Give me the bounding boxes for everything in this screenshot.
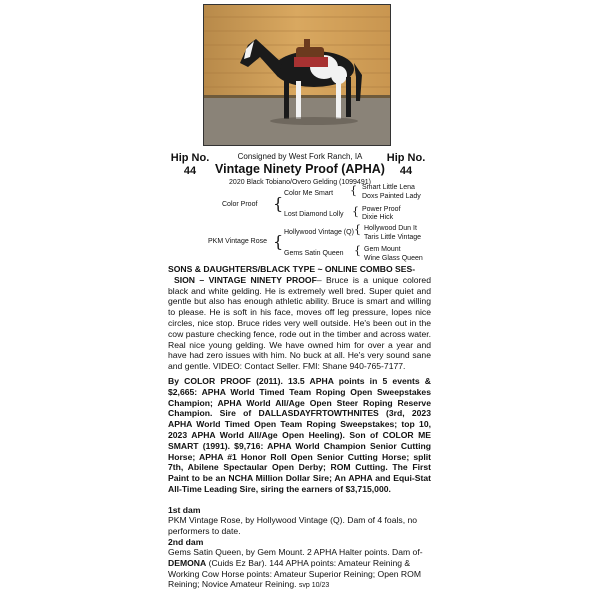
hip-label: Hip No. xyxy=(386,152,426,164)
pedigree-brace: { xyxy=(273,232,284,251)
combo-session-heading: SONS & DAUGHTERS/BLACK TYPE ~ ONLINE COMBO SES- xyxy=(168,264,416,274)
pedigree-dam-sire: Hollywood Vintage (Q) xyxy=(284,229,354,236)
description-text: – Bruce is a unique colored black and white gelding. He is extremely well bred. Super quiet and gentle but also has enough athletic ability. Bruce is smart and willing to please. He is soft in his face, moves off leg pressure, lopes nice circles, nice stop. Bruce rides very well outside. He's been out in the cow pasture checking fence, rode out in the timber and across water. Real nice young gelding. We have owned him for over a year and have had zero issues with him. No buck at all. He's very sound sane and gentle. VIDEO: Contact Seller. FMI: Shane 940-765-7177. xyxy=(168,274,431,372)
horse-description: 2020 Black Tobiano/Overo Gelding (1099491) xyxy=(229,179,371,186)
first-dam-text: PKM Vintage Rose, by Hollywood Vintage (Q). Dam of 4 foals, no performers to date. xyxy=(168,515,418,536)
second-dam-text-1: Gems Satin Queen, by Gem Mount. 2 APHA Halter points. Dam of- xyxy=(168,547,423,557)
pedigree-brace: { xyxy=(273,194,284,213)
combo-session-heading-2: SION – VINTAGE NINETY PROOF xyxy=(174,274,317,285)
consigned-by: Consigned by West Fork Ranch, IA xyxy=(237,152,363,161)
second-dam-paragraph xyxy=(168,547,431,592)
pedigree-dam-sire-dam: Taris Little Vintage xyxy=(364,234,422,241)
description-paragraph xyxy=(168,264,431,372)
demona-name: DEMONA xyxy=(168,557,207,568)
pedigree-dam-sire-sire: Hollywood Dun It xyxy=(364,225,417,232)
pedigree-sire-sire-sire: Smart Little Lena xyxy=(362,184,415,191)
second-dam-text-2: (Cuids Ez Bar). 144 APHA points: Amateur Reining & Working Cow Horse points: Amateur Superior Reining; Open ROM Reining; Novice Amateur Reining. xyxy=(168,557,421,590)
hip-number-right xyxy=(386,152,426,178)
sire-prefix: By xyxy=(168,376,179,386)
pedigree-brace: { xyxy=(352,205,359,218)
pedigree-sire-dam-sire: Power Proof xyxy=(362,206,401,213)
hip-label: Hip No. xyxy=(170,152,210,164)
hip-value: 44 xyxy=(183,165,197,177)
hip-number-left xyxy=(170,152,210,178)
pedigree-dam-dam: Gems Satin Queen xyxy=(284,250,344,257)
pedigree-sire: Color Proof xyxy=(222,201,258,208)
second-dam-heading: 2nd dam xyxy=(168,537,204,547)
pedigree-brace: { xyxy=(354,223,361,236)
pedigree-sire-dam-dam: Dixie Hick xyxy=(362,214,394,221)
pedigree-dam: PKM Vintage Rose xyxy=(208,238,268,245)
pedigree-dam-dam-dam: Wine Glass Queen xyxy=(364,255,423,262)
pedigree-dam-dam-sire: Gem Mount xyxy=(364,246,401,253)
catalog-code: svp 10/23 xyxy=(298,582,330,590)
first-dam-heading: 1st dam xyxy=(168,505,201,515)
sire-paragraph xyxy=(168,376,431,495)
pedigree-brace: { xyxy=(350,184,357,197)
horse-photo xyxy=(203,4,391,146)
horse-photo-image xyxy=(204,5,390,145)
pedigree-brace: { xyxy=(354,244,361,257)
hip-value: 44 xyxy=(399,165,413,177)
sire-text: COLOR PROOF (2011). 13.5 APHA points in 5 events & $2,665: APHA World Timed Team Roping Open Sweepstakes Champion; APHA World All/Age Open Steer Roping Reserve Champion. Sire of DALLASDAYFRTOWTHNITES (3rd, 2023 APHA World Timed Open Team Roping Sweepstakes; top 10, 2023 APHA World All/Age Open Heeling). Son of COLOR ME SMART (1991). $9,716: APHA World Champion Senior Cutting Horse; APHA #1 Honor Roll Open Senior Cutting Horse; split 7th, Abilene Spectaular Open Derby; ROM Cutting. The First Paint to be an NCHA Million Dollar Sire; An APHA and Equi-Stat All-Time Leading Sire, siring the earners of $3,715,000. xyxy=(168,376,432,494)
pedigree-sire-sire: Color Me Smart xyxy=(284,190,334,197)
pedigree-sire-dam: Lost Diamond Lolly xyxy=(284,211,344,218)
horse-name: Vintage Ninety Proof (APHA) xyxy=(215,162,385,176)
pedigree-sire-sire-dam: Doxs Painted Lady xyxy=(362,193,421,200)
